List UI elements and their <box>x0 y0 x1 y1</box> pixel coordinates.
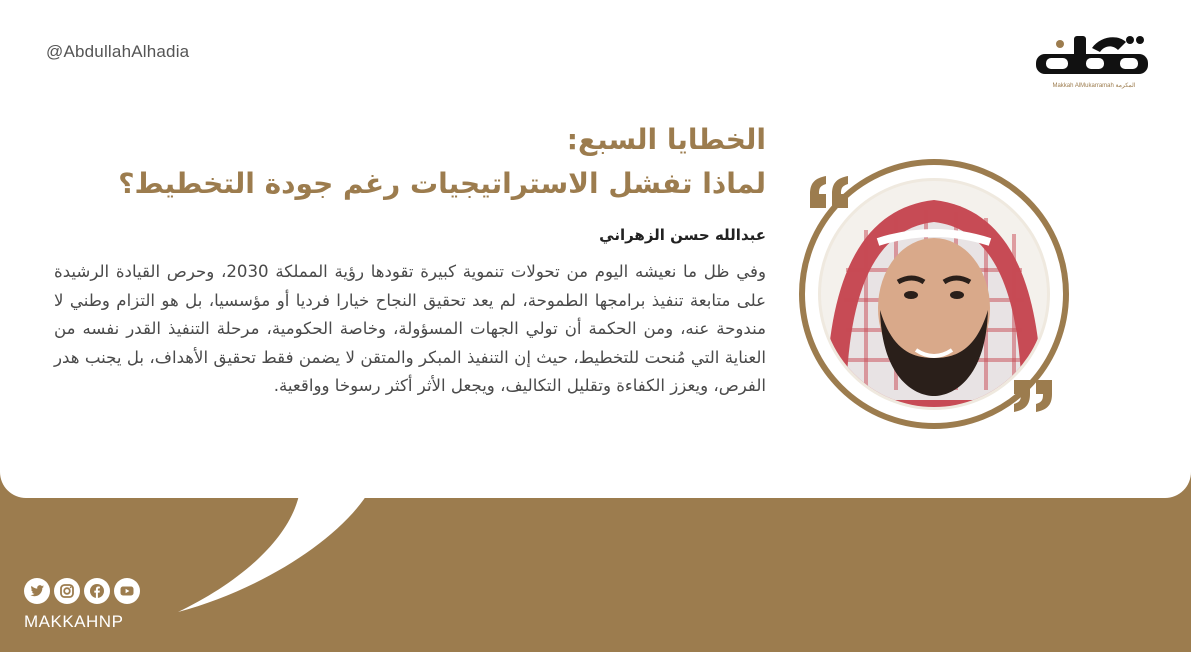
author-handle[interactable]: @AbdullahAlhadia <box>46 42 190 61</box>
instagram-icon[interactable] <box>54 578 80 604</box>
article-body: وفي ظل ما نعيشه اليوم من تحولات تنموية كبيرة تقودها رؤية المملكة 2030، وحرص القيادة الرشيدة على متابعة تنفيذ برامجها الطموحة، لم يعد تحقيق النجاح خيارا فرديا أو مؤسسيا، بل هو التزام وطني لا مندوحة عنه، ومن الحكمة أن تولي الجهات المسؤولة، وخاصة الحكومية، مرحلة التنفيذ القدر نفسه من العناية التي مُنحت للتخطيط، حيث إن التنفيذ المبكر والمتقن لا يضمن فقط تحقيق الأهداف، بل يجنب هدر الفرص، ويعزز الكفاءة وتقليل التكاليف، ويجعل الأثر أكثر رسوخا وواقعية. <box>54 262 766 396</box>
title-line-1: الخطايا السبع: <box>566 123 766 156</box>
makkah-logo[interactable] <box>1030 28 1154 94</box>
author-portrait <box>786 150 1076 440</box>
facebook-icon[interactable] <box>84 578 110 604</box>
logo-caption-ar: المكرمة <box>1115 83 1136 89</box>
author-name: عبدالله حسن الزهراني <box>599 226 766 244</box>
logo-caption-en: Makkah AlMukarramah <box>1052 83 1114 89</box>
youtube-icon[interactable] <box>114 578 140 604</box>
logo-caption <box>1036 82 1152 89</box>
makkah-logo-mark <box>1030 28 1154 82</box>
brand-name: MAKKAHNP <box>24 612 124 631</box>
article-title <box>66 118 766 206</box>
quote-open-icon <box>810 176 848 208</box>
twitter-icon[interactable] <box>24 578 50 604</box>
title-line-2: لماذا تفشل الاستراتيجيات رغم جودة التخطيط؟ <box>118 167 766 200</box>
